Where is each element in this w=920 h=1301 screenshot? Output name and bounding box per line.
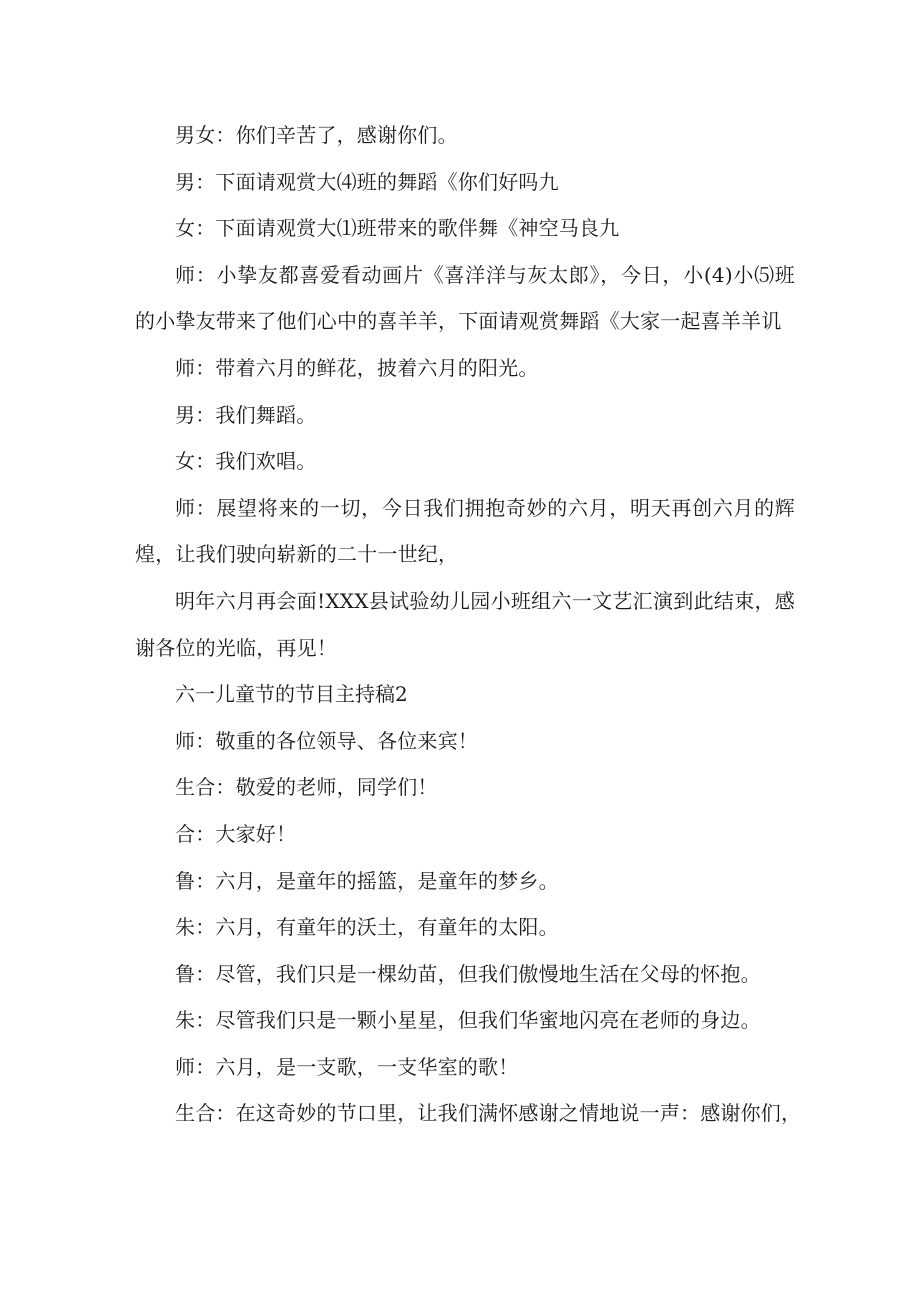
paragraph-6: 男：我们舞蹈。 [175, 402, 317, 427]
paragraph-8: 师：展望将来的一切，今日我们拥抱奇妙的六月，明天再创六月的辉煌，让我们驶向崭新的二十一世纪， [135, 495, 795, 567]
paragraph-13: 鲁：六月，是童年的摇篮，是童年的梦乡。 [175, 868, 559, 893]
paragraph-17: 师：六月，是一支歌，一支华室的歌！ [175, 1054, 519, 1079]
paragraph-9: 明年六月再会面!XXX县试验幼儿园小班组六一文艺汇演到此结束，感谢各位的光临，再见！ [135, 588, 795, 660]
document-body [135, 112, 802, 1137]
paragraph-11: 生合：敬爱的老师，同学们！ [175, 775, 438, 800]
paragraph-3: 女：下面请观赏大⑴班带来的歌伴舞《神空马良九 [175, 216, 620, 241]
paragraph-7: 女：我们欢唱。 [175, 449, 317, 474]
paragraph-5: 师：带着六月的鲜花，披着六月的阳光。 [175, 355, 539, 380]
paragraph-2: 男：下面请观赏大⑷班的舞蹈《你们好吗九 [175, 169, 559, 194]
paragraph-15: 鲁：尽管，我们只是一棵幼苗，但我们傲慢地生活在父母的怀抱。 [175, 961, 761, 986]
paragraph-10: 师：敬重的各位领导、各位来宾！ [175, 728, 478, 753]
paragraph-18: 生合：在这奇妙的节口里，让我们满怀感谢之情地说一声：感谢你们， [175, 1101, 802, 1126]
paragraph-14: 朱：六月，有童年的沃土，有童年的太阳。 [175, 915, 559, 940]
paragraph-4: 师：小挚友都喜爱看动画片《喜洋洋与灰太郎》，今日，小(4)小⑸班的小挚友带来了他们心中的喜羊羊，下面请观赏舞蹈《大家一起喜羊羊讥 [135, 262, 795, 334]
section-heading: 六一儿童节的节目主持稿2 [175, 682, 408, 707]
paragraph-16: 朱：尽管我们只是一颗小星星，但我们华蜜地闪亮在老师的身边。 [175, 1008, 761, 1033]
paragraph-1: 男女：你们辛苦了，感谢你们。 [175, 123, 458, 147]
paragraph-12: 合：大家好！ [175, 821, 297, 846]
